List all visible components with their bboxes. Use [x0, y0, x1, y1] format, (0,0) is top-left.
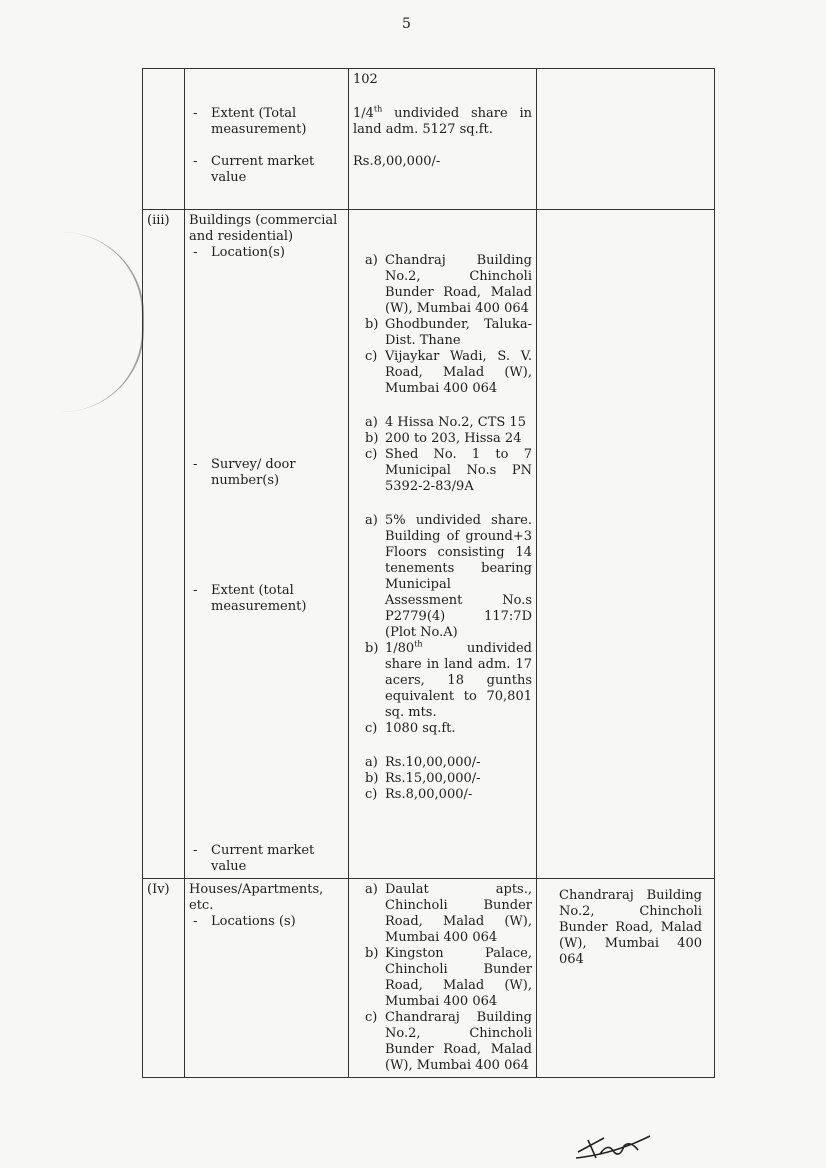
label-cell [185, 69, 349, 210]
list-item: b) Kingston Palace, Chincholi Bunder Road, Malad (W), Mumbai 400 064 [365, 946, 532, 1009]
row-number-cell [143, 69, 185, 210]
list-item: b) 200 to 203, Hissa 24 [365, 431, 522, 446]
spouse-value-cell [537, 210, 715, 879]
market-value: Rs.8,00,000/- [353, 154, 441, 169]
list-item: b) 1/80th undivided share in land adm. 17 acers, 18 gunths equivalent to 70,801 sq. mts. [365, 639, 532, 720]
list-item: a) Daulat apts., Chincholi Bunder Road, Malad (W), Mumbai 400 064 [365, 882, 532, 945]
survey-label: - Survey/ door number(s) [189, 457, 344, 489]
label-cell [185, 210, 349, 879]
list-item: b) Rs.15,00,000/- [365, 771, 481, 786]
self-value-cell [349, 69, 537, 210]
assets-table [142, 68, 715, 1078]
official-seal [62, 232, 144, 412]
label-cell [185, 879, 349, 1078]
list-item: b) Ghodbunder, Taluka- Dist. Thane [365, 317, 532, 348]
list-item: c) 1080 sq.ft. [365, 721, 456, 736]
market-value-label: - Current market value [189, 843, 344, 875]
extent-value [353, 106, 532, 138]
row-number: (iii) [147, 213, 170, 228]
table-row [143, 210, 715, 879]
extent-value-pre: 1/4 [353, 106, 374, 121]
table-row [143, 69, 715, 210]
extent-label: - Extent (Total measurement) [189, 106, 344, 138]
list-item: c) Shed No. 1 to 7 Municipal No.s PN 5392-2-83/9A [365, 447, 532, 494]
signature [574, 1128, 654, 1162]
list-item: a) Chandraj Building No.2, Chincholi Bunder Road, Malad (W), Mumbai 400 064 [365, 253, 532, 316]
self-value-cell [349, 210, 537, 879]
list-item: a) Rs.10,00,000/- [365, 755, 481, 770]
row-heading: Buildings (commercial and residential) [189, 213, 338, 244]
list-item: c) Vijaykar Wadi, S. V. Road, Malad (W), Mumbai 400 064 [365, 349, 532, 396]
list-item: a) 5% undivided share. Building of ground+3 Floors consisting 14 tenements bearing Municipal Assessment No.s P2779(4) 117:7D (Plot No.A) [365, 513, 532, 640]
row-heading: Houses/Apartments, etc. [189, 882, 324, 913]
extent-label: - Extent (total measurement) [189, 583, 344, 615]
spouse-location: Chandraraj Building No.2, Chincholi Bunder Road, Malad (W), Mumbai 400 064 [559, 888, 702, 967]
self-value-cell [349, 879, 537, 1078]
spouse-value-cell [537, 879, 715, 1078]
extent-value-post: undivided share in land adm. 5127 sq.ft. [353, 106, 532, 137]
list-item: c) Rs.8,00,000/- [365, 787, 473, 802]
table-row [143, 879, 715, 1078]
value-top: 102 [353, 72, 378, 87]
location-label: - Locations (s) [189, 914, 344, 930]
row-number: (Iv) [147, 882, 170, 897]
extent-value-sup: th [373, 104, 383, 114]
location-label: - Location(s) [189, 245, 344, 261]
row-number-cell [143, 879, 185, 1078]
market-value-label: - Current market value [189, 154, 344, 186]
page-number: 5 [402, 16, 411, 32]
spouse-value-cell [537, 69, 715, 210]
list-item: a) 4 Hissa No.2, CTS 15 [365, 415, 526, 430]
list-item: c) Chandraraj Building No.2, Chincholi Bunder Road, Malad (W), Mumbai 400 064 [365, 1010, 532, 1073]
row-number-cell [143, 210, 185, 879]
